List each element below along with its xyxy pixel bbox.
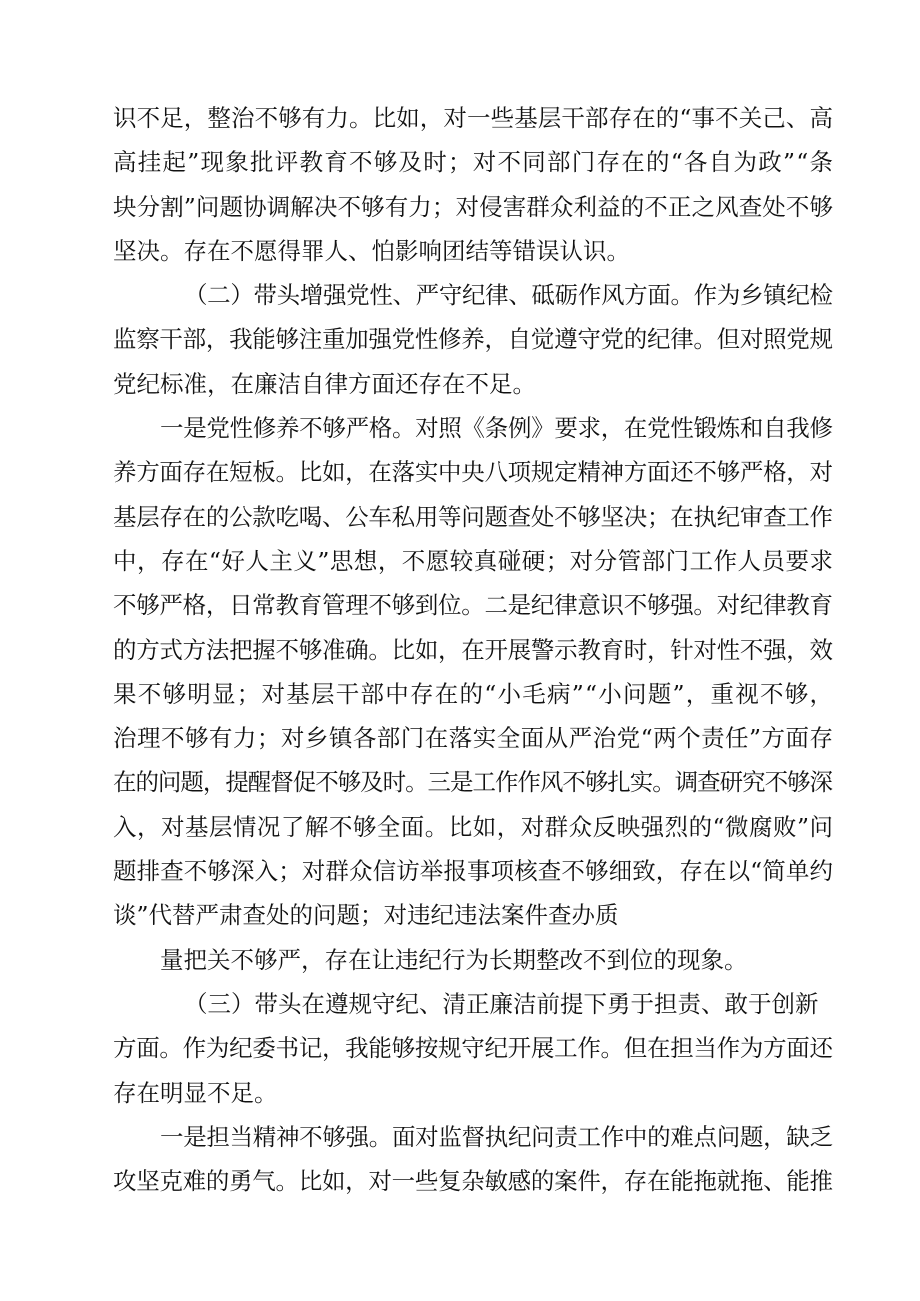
text-line — [113, 317, 833, 361]
section-heading: （二）带头增强党性、严守纪律、砥砺作风方面。作为乡镇纪检 — [184, 281, 833, 310]
paragraph-first-line — [113, 406, 833, 450]
line-text: 中，存在“好人主义”思想，不愿较真碰硬；对分管部门工作人员要求 — [113, 546, 834, 575]
text-line — [113, 229, 833, 273]
text-line — [113, 450, 833, 494]
text-line — [113, 96, 833, 140]
text-line — [113, 1159, 833, 1203]
line-text: 党纪标准，在廉洁自律方面还存在不足。 — [113, 369, 536, 398]
text-line — [113, 805, 833, 849]
line-text: 方面。作为纪委书记，我能够按规守纪开展工作。但在担当作为方面还 — [113, 1034, 833, 1063]
document-body — [113, 96, 833, 1203]
text-line — [113, 495, 833, 539]
line-text: 治理不够有力；对乡镇各部门在落实全面从严治党“两个责任”方面存 — [113, 724, 834, 753]
line-text: 基层存在的公款吃喝、公车私用等问题查处不够坚决；在执纪审查工作 — [113, 502, 833, 531]
line-text: 果不够明显；对基层干部中存在的“小毛病”“小问题”，重视不够， — [113, 679, 835, 708]
text-line — [113, 893, 833, 937]
text-line — [113, 539, 833, 583]
text-line — [113, 583, 833, 627]
line-text: 题排查不够深入；对群众信访举报事项核查不够细致，存在以“简单约 — [113, 857, 834, 886]
paragraph-first-line — [113, 1115, 833, 1159]
line-text: 存在明显不足。 — [113, 1078, 278, 1107]
text-line — [113, 849, 833, 893]
line-text: 养方面存在短板。比如，在落实中央八项规定精神方面还不够严格，对 — [113, 458, 833, 487]
text-line — [113, 628, 833, 672]
section-heading-line — [113, 273, 833, 317]
text-line — [113, 1026, 833, 1070]
text-line — [113, 140, 833, 184]
line-text: 一是党性修养不够严格。对照《条例》要求，在党性锻炼和自我修 — [160, 414, 833, 443]
line-text: 攻坚克难的勇气。比如，对一些复杂敏感的案件，存在能拖就拖、能推 — [113, 1167, 833, 1196]
text-line — [113, 716, 833, 760]
text-line — [113, 760, 833, 804]
text-line — [113, 938, 833, 982]
line-text: 块分割”问题协调解决不够有力；对侵害群众利益的不正之风查处不够 — [113, 192, 834, 221]
text-line — [113, 185, 833, 229]
line-text: 识不足，整治不够有力。比如，对一些基层干部存在的“事不关己、高 — [113, 104, 834, 132]
text-line — [113, 362, 833, 406]
line-text: 高挂起”现象批评教育不够及时；对不同部门存在的“各自为政”“条 — [113, 148, 835, 177]
line-text: 谈”代替严肃查处的问题；对违纪违法案件查办质 — [113, 901, 619, 930]
line-text: 量把关不够严，存在让违纪行为长期整改不到位的现象。 — [160, 945, 748, 974]
section-heading-line — [113, 982, 833, 1026]
text-line — [113, 672, 833, 716]
line-text: 一是担当精神不够强。面对监督执纪问责工作中的难点问题，缺乏 — [160, 1122, 833, 1151]
line-text: 坚决。存在不愿得罪人、怕影响团结等错误认识。 — [113, 236, 630, 265]
line-text: 不够严格，日常教育管理不够到位。二是纪律意识不够强。对纪律教育 — [113, 591, 833, 620]
line-text: 监察干部，我能够注重加强党性修养，自觉遵守党的纪律。但对照党规 — [113, 325, 833, 354]
line-text: 的方式方法把握不够准确。比如，在开展警示教育时，针对性不强，效 — [113, 635, 833, 664]
section-heading: （三）带头在遵规守纪、清正廉洁前提下勇于担责、敢于创新 — [184, 989, 819, 1018]
line-text: 在的问题，提醒督促不够及时。三是工作作风不够扎实。调查研究不够深 — [113, 768, 832, 797]
line-text: 入，对基层情况了解不够全面。比如，对群众反映强烈的“微腐败”问 — [113, 812, 834, 841]
text-line — [113, 1071, 833, 1115]
